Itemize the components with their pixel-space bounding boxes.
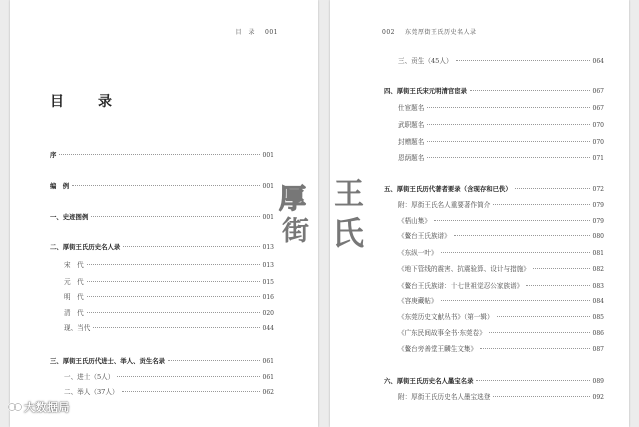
toc-dot-leader [515, 188, 590, 189]
toc-entry-label: 武职题名 [398, 121, 425, 129]
seal-char-jie: 街 [282, 216, 309, 247]
seal-char-shi: 氏 [332, 214, 365, 252]
toc-entry [384, 377, 604, 386]
toc-entry [50, 182, 274, 191]
left-header-page-number: 001 [265, 29, 278, 36]
right-header-page-number: 002 [382, 29, 395, 36]
toc-entry-page: 020 [262, 310, 274, 317]
toc-entry-label: 四、厚街王氏宋元明清官宦录 [384, 87, 468, 95]
toc-dot-leader [489, 332, 590, 333]
toc-entry-label: 二、举人（37人） [64, 388, 119, 396]
toc-title: 目 录 [50, 94, 122, 110]
toc-entry-page: 061 [262, 358, 274, 365]
toc-entry [398, 345, 604, 354]
toc-dot-leader [427, 107, 589, 108]
toc-entry-page: 070 [592, 139, 604, 146]
toc-entry [398, 249, 604, 258]
toc-entry-page: 061 [262, 374, 274, 381]
toc-entry [398, 265, 604, 274]
toc-entry-label: 附：厚街王氏历史名人墨宝选登 [398, 393, 491, 401]
toc-entry-page: 067 [592, 105, 604, 112]
toc-dot-leader [526, 285, 589, 286]
toc-entry-page: 079 [592, 218, 604, 225]
toc-dot-leader [117, 376, 259, 377]
left-running-header [236, 27, 278, 36]
toc-entry-page: 013 [262, 244, 274, 251]
toc-entry-label: 恩荫题名 [398, 154, 425, 162]
toc-entry-label: 仕宦题名 [398, 104, 425, 112]
toc-dot-leader [122, 391, 260, 392]
seal-char-wang: 王 [334, 178, 364, 212]
left-header-title: 目 录 [235, 29, 256, 36]
toc-dot-leader [59, 154, 259, 155]
toc-entry-page: 084 [592, 298, 604, 305]
toc-entry-page: 082 [592, 266, 604, 273]
toc-entry [50, 357, 274, 366]
left-page [10, 0, 318, 427]
watermark [8, 399, 70, 415]
toc-entry-label: 元 代 [64, 278, 84, 286]
seal-char-hou: 厚 [279, 184, 306, 215]
toc-dot-leader [93, 327, 259, 328]
toc-entry-page: 087 [592, 346, 604, 353]
toc-dot-leader [87, 264, 260, 265]
toc-dot-leader [441, 252, 590, 253]
toc-entry-label: 《鳌台旁善堂王麟生文集》 [398, 345, 478, 353]
toc-entry [398, 121, 604, 130]
toc-entry-page: 092 [592, 394, 604, 401]
toc-entry-page: 071 [592, 155, 604, 162]
toc-entry-label: 现、当代 [64, 324, 91, 332]
toc-entry-label: 清 代 [64, 309, 84, 317]
toc-dot-leader [72, 185, 259, 186]
toc-entry-page: 070 [592, 122, 604, 129]
toc-entry-label: 《鳌台王氏族谱》 [398, 232, 451, 240]
toc-entry-page: 062 [262, 389, 274, 396]
toc-entry [398, 313, 604, 322]
toc-entry [384, 185, 604, 194]
toc-entry [398, 104, 604, 113]
toc-entry [64, 324, 274, 333]
toc-dot-leader [123, 246, 259, 247]
toc-entry [398, 282, 604, 291]
right-header-title: 东莞厚街王氏历史名人录 [404, 29, 477, 36]
toc-entry-label: 宋 代 [64, 261, 84, 269]
toc-entry-page: 001 [262, 152, 274, 159]
toc-entry-label: 编 例 [50, 182, 70, 190]
toc-entry-label: 一、史迹图例 [50, 213, 89, 221]
toc-entry [398, 217, 604, 226]
toc-entry [64, 309, 274, 318]
toc-entry [398, 232, 604, 241]
toc-dot-leader [87, 296, 260, 297]
toc-entry-label: 《鳌台王氏族谱：十七世祖觉忍公家族谱》 [398, 282, 524, 290]
toc-entry-label: 《东纵一叶》 [398, 249, 438, 257]
toc-entry [64, 388, 274, 397]
toc-dot-leader [87, 312, 260, 313]
toc-dot-leader [480, 348, 589, 349]
toc-entry-label: 封赠题名 [398, 138, 425, 146]
toc-entry-page: 016 [262, 294, 274, 301]
toc-entry-page: 089 [592, 378, 604, 385]
right-page [330, 0, 629, 427]
right-running-header [382, 27, 476, 36]
toc-entry-label: 五、厚街王氏历代著者要录（含现存和已佚） [384, 185, 512, 193]
toc-entry-label: 附：厚街王氏名人重要著作简介 [398, 201, 491, 209]
toc-entry [398, 138, 604, 147]
toc-entry-label: 六、厚街王氏历史名人墨宝名录 [384, 377, 474, 385]
toc-entry [398, 297, 604, 306]
toc-entry [398, 393, 604, 402]
toc-dot-leader [456, 60, 590, 61]
toc-entry-label: 《东莞历史文献丛书》（第一辑） [398, 313, 494, 321]
toc-dot-leader [427, 124, 589, 125]
toc-dot-leader [533, 268, 590, 269]
toc-dot-leader [427, 157, 589, 158]
toc-entry [64, 373, 274, 382]
toc-dot-leader [87, 281, 260, 282]
toc-entry-page: 001 [262, 214, 274, 221]
toc-entry-label: 二、厚街王氏历史名人录 [50, 243, 121, 251]
toc-entry-page: 001 [262, 183, 274, 190]
toc-entry-label: 明 代 [64, 293, 84, 301]
toc-entry [384, 87, 604, 96]
toc-entry-page: 080 [592, 233, 604, 240]
toc-dot-leader [470, 90, 589, 91]
toc-entry-page: 081 [592, 250, 604, 257]
toc-entry [398, 201, 604, 210]
toc-entry-page: 013 [262, 262, 274, 269]
toc-entry [64, 278, 274, 287]
toc-entry [64, 261, 274, 270]
toc-entry [398, 57, 604, 66]
toc-entry [50, 213, 274, 222]
toc-entry-label: 《容庚藏帖》 [398, 297, 438, 305]
toc-entry-page: 044 [262, 325, 274, 332]
toc-entry-label: 一、进士（5人） [64, 373, 115, 381]
toc-dot-leader [497, 316, 590, 317]
toc-entry-page: 085 [592, 314, 604, 321]
watermark-logo-icon [8, 401, 22, 413]
toc-entry-label: 《梧山集》 [398, 217, 431, 225]
toc-entry-page: 064 [592, 58, 604, 65]
toc-dot-leader [434, 220, 590, 221]
toc-dot-leader [454, 235, 590, 236]
toc-entry [50, 243, 274, 252]
toc-entry-label: 《地下管线的震害、抗震验算、设计与措施》 [398, 265, 530, 273]
toc-dot-leader [168, 360, 260, 361]
toc-dot-leader [441, 300, 590, 301]
toc-dot-leader [493, 204, 589, 205]
toc-entry-page: 083 [592, 283, 604, 290]
toc-dot-leader [427, 141, 589, 142]
toc-entry-label: 序 [50, 151, 57, 159]
toc-entry [64, 293, 274, 302]
toc-entry-page: 072 [592, 186, 604, 193]
toc-dot-leader [476, 380, 589, 381]
toc-entry-page: 015 [262, 279, 274, 286]
toc-entry-label: 三、厚街王氏历代进士、举人、贡生名录 [50, 357, 166, 365]
toc-entry [398, 329, 604, 338]
toc-dot-leader [493, 396, 589, 397]
toc-entry-label: 三、贡生（45人） [398, 57, 453, 65]
watermark-text: 大数据局 [24, 401, 70, 414]
toc-dot-leader [91, 216, 259, 217]
toc-entry [398, 154, 604, 163]
toc-entry-page: 079 [592, 202, 604, 209]
toc-entry-page: 067 [592, 88, 604, 95]
toc-entry-page: 086 [592, 330, 604, 337]
toc-entry-label: 《广东民间故事全书·东莞卷》 [398, 329, 486, 337]
toc-entry [50, 151, 274, 160]
